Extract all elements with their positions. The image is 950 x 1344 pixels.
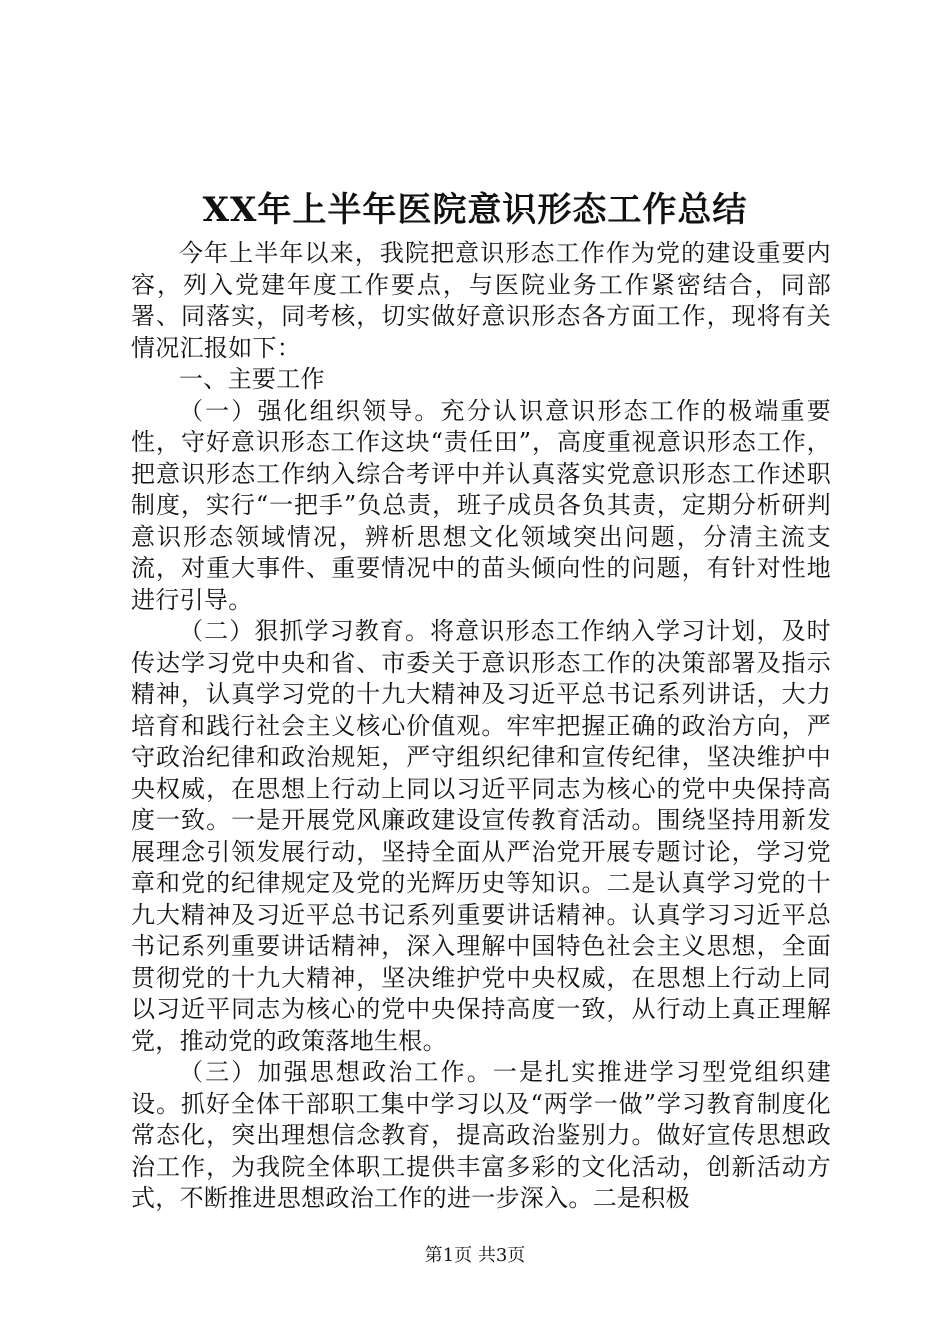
- document-body: [131, 238, 831, 1215]
- paragraph-study: （二）狠抓学习教育。将意识形态工作纳入学习计划，及时传达学习党中央和省、市委关于意识形态工作的决策部署及指示精神，认真学习党的十九大精神及习近平总书记系列讲话，大力培育和践行社会主义核心价值观。牢牢把握正确的政治方向，严守政治纪律和政治规矩，严守组织纪律和宣传纪律，坚决维护中央权威，在思想上行动上同以习近平同志为核心的党中央保持高度一致。一是开展党风廉政建设宣传教育活动。围绕坚持用新发展理念引领发展行动，坚持全面从严治党开展专题讨论，学习党章和党的纪律规定及党的光辉历史等知识。二是认真学习党的十九大精神及习近平总书记系列重要讲话精神。认真学习习近平总书记系列重要讲话精神，深入理解中国特色社会主义思想，全面贯彻党的十九大精神，坚决维护党中央权威，在思想上行动上同以习近平同志为核心的党中央保持高度一致，从行动上真正理解党，推动党的政策落地生根。: [131, 617, 831, 1055]
- paragraph-ideology: （三）加强思想政治工作。一是扎实推进学习型党组织建设。抓好全体干部职工集中学习以及“两学一做”学习教育制度化常态化，突出理想信念教育，提高政治鉴别力。做好宣传思想政治工作，为我院全体职工提供丰富多彩的文化活动，创新活动方式，不断推进思想政治工作的进一步深入。二是积极: [131, 1058, 831, 1212]
- page-number-footer: 第1页 共3页: [424, 1245, 526, 1266]
- paragraph-organization: （一）强化组织领导。充分认识意识形态工作的极端重要性，守好意识形态工作这块“责任田”，高度重视意识形态工作，把意识形态工作纳入综合考评中并认真落实党意识形态工作述职制度，实行“一把手”负总责，班子成员各负其责，定期分析研判意识形态领域情况，辨析思想文化领域突出问题，分清主流支流，对重大事件、重要情况中的苗头倾向性的问题，有针对性地进行引导。: [131, 396, 831, 614]
- intro-paragraph: 今年上半年以来，我院把意识形态工作作为党的建设重要内容，列入党建年度工作要点，与医院业务工作紧密结合，同部署、同落实，同考核，切实做好意识形态各方面工作，现将有关情况汇报如下：: [131, 239, 831, 362]
- document-title: XX年上半年医院意识形态工作总结: [202, 190, 748, 230]
- section-heading: 一、主要工作: [179, 365, 325, 393]
